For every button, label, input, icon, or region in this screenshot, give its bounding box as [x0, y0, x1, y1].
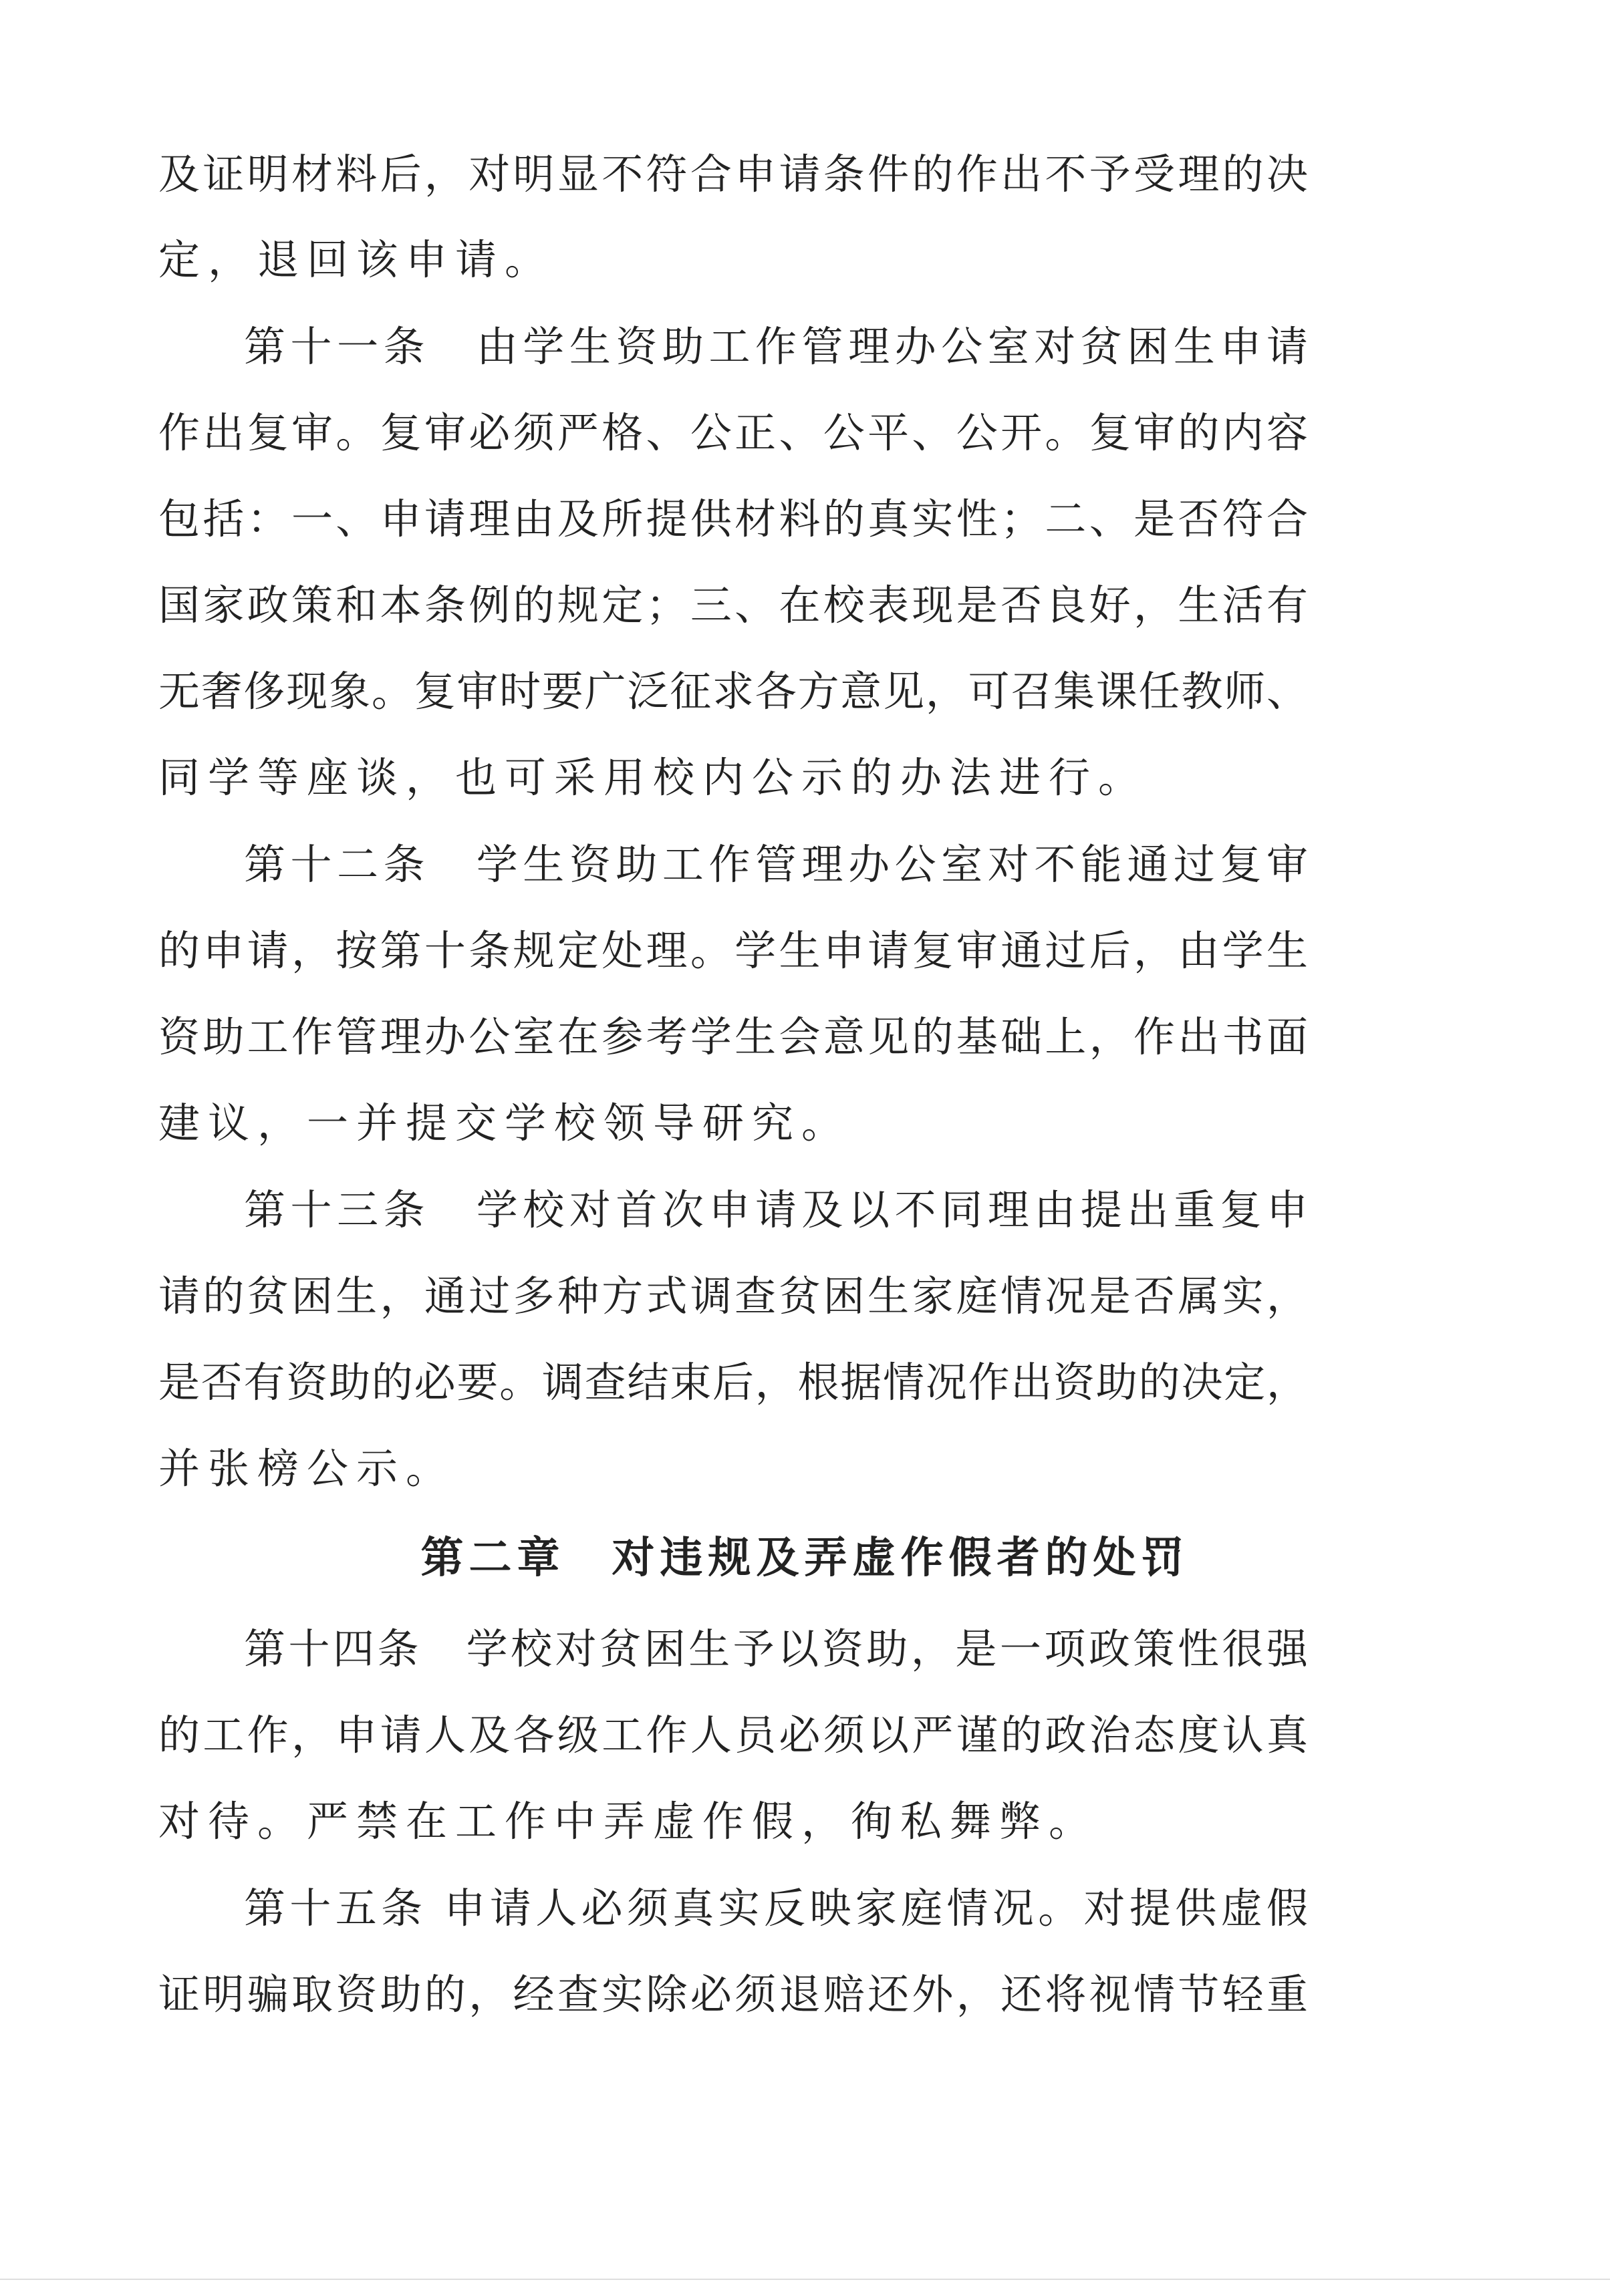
scan-edge-line — [0, 2279, 1610, 2280]
text-line: 的工作，申请人及各级工作人员必须以严谨的政治态度认真 — [158, 1711, 1308, 1759]
chapter-heading — [0, 1532, 1610, 1585]
chapter-number: 第二章 — [420, 1533, 565, 1583]
text-line: 对待。严禁在工作中弄虚作假，徇私舞弊。 — [158, 1797, 1099, 1846]
article-12-first-line: 第十二条 学生资助工作管理办公室对不能通过复审 — [244, 840, 1308, 889]
text-line: 请的贫困生，通过多种方式调查贫困生家庭情况是否属实， — [158, 1272, 1308, 1320]
text-line: 同学等座谈，也可采用校内公示的办法进行。 — [158, 753, 1148, 802]
text-line: 建议，一并提交学校领导研究。 — [158, 1099, 851, 1147]
text-line: 定，退回该申请。 — [158, 235, 555, 284]
text-line: 资助工作管理办公室在参考学生会意见的基础上，作出书面 — [158, 1012, 1308, 1061]
text-line: 并张榜公示。 — [158, 1444, 456, 1493]
text-line: 国家政策和本条例的规定；三、在校表现是否良好，生活有 — [158, 581, 1308, 629]
text-line: 包括：一、申请理由及所提供材料的真实性；二、是否符合 — [158, 494, 1308, 543]
text-line: 是否有资助的必要。调查结束后，根据情况作出资助的决定， — [158, 1358, 1308, 1407]
article-14-first-line: 第十四条 学校对贫困生予以资助，是一项政策性很强 — [244, 1624, 1308, 1673]
chapter-title: 对违规及弄虚作假者的处罚 — [612, 1533, 1190, 1583]
article-11-first-line: 第十一条 由学生资助工作管理办公室对贫困生申请 — [244, 322, 1308, 371]
text-line: 无奢侈现象。复审时要广泛征求各方意见，可召集课任教师、 — [158, 667, 1308, 716]
text-line: 作出复审。复审必须严格、公正、公平、公开。复审的内容 — [158, 408, 1308, 457]
text-line: 及证明材料后，对明显不符合申请条件的作出不予受理的决 — [158, 150, 1308, 198]
article-13-first-line: 第十三条 学校对首次申请及以不同理由提出重复申 — [244, 1185, 1308, 1234]
text-line: 的申请，按第十条规定处理。学生申请复审通过后，由学生 — [158, 926, 1308, 975]
article-15-first-line: 第十五条 申请人必须真实反映家庭情况。对提供虚假 — [244, 1884, 1308, 1932]
text-line: 证明骗取资助的，经查实除必须退赔还外，还将视情节轻重 — [158, 1970, 1308, 2019]
